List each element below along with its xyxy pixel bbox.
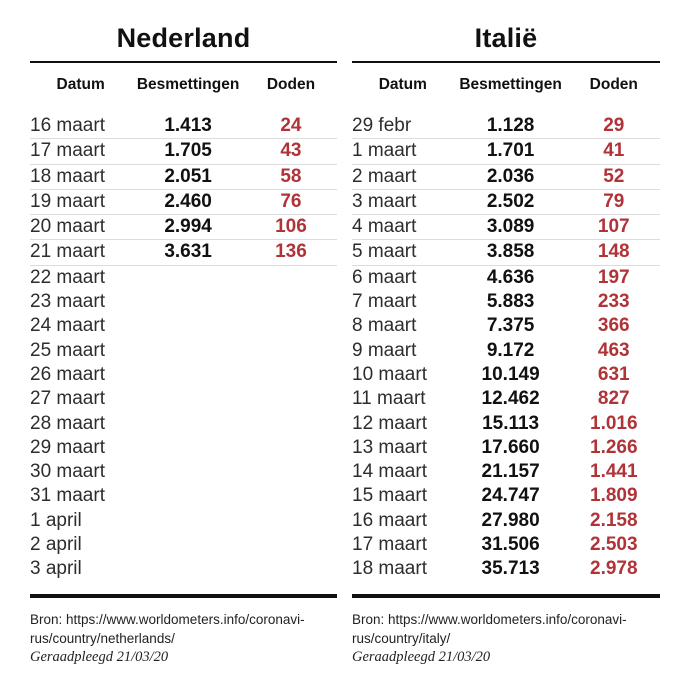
cell-datum: 29 febr <box>352 115 412 136</box>
table-row <box>30 215 337 240</box>
table-row <box>30 240 337 265</box>
cell-doden: 1.809 <box>590 485 638 507</box>
table-row <box>30 190 337 215</box>
table-row <box>30 533 337 557</box>
table-row <box>352 436 660 460</box>
cell-datum: 22 maart <box>30 266 105 288</box>
cell-datum: 11 maart <box>352 388 426 410</box>
cell-besmettingen: 2.502 <box>486 190 535 212</box>
cell-datum: 24 maart <box>30 315 105 337</box>
cell-datum: 16 maart <box>352 509 427 531</box>
cell-datum: 15 maart <box>352 485 427 507</box>
cell-doden: 52 <box>603 165 625 187</box>
table-row <box>30 436 337 460</box>
cell-datum: 8 maart <box>352 315 417 337</box>
table-row <box>30 557 337 581</box>
italie-table-title: Italië <box>352 22 660 63</box>
cell-datum: 9 maart <box>352 339 417 361</box>
nederland-table-body <box>30 114 337 582</box>
table-row <box>352 215 660 240</box>
table-row <box>352 314 660 338</box>
cell-datum: 29 maart <box>30 436 105 458</box>
cell-datum: 1 april <box>30 509 82 531</box>
nederland-header-row <box>30 63 337 114</box>
italie-source-url-line1: Bron: https://www.worldometers.info/coronavi- <box>352 611 627 627</box>
cell-besmettingen: 7.375 <box>486 315 535 337</box>
cell-doden: 29 <box>603 115 625 136</box>
cell-besmettingen: 3.631 <box>164 241 212 263</box>
cell-doden: 24 <box>280 115 302 136</box>
cell-doden: 148 <box>597 241 630 263</box>
cell-doden: 79 <box>603 190 625 212</box>
cell-datum: 1 maart <box>352 140 417 162</box>
cell-datum: 18 maart <box>352 558 427 580</box>
cell-doden: 827 <box>597 388 630 410</box>
cell-datum: 25 maart <box>30 339 105 361</box>
italie-source-url-line2: rus/country/italy/ <box>352 630 451 646</box>
cell-besmettingen: 24.747 <box>481 485 540 507</box>
cell-datum: 20 maart <box>30 216 105 238</box>
italie-column-header-doden: Doden <box>589 76 638 93</box>
table-row <box>30 387 337 411</box>
nederland-footer-rule <box>30 594 337 598</box>
table-row <box>30 509 337 533</box>
cell-datum: 10 maart <box>352 363 427 385</box>
cell-doden: 41 <box>603 140 625 162</box>
cell-datum: 17 maart <box>352 534 427 556</box>
table-row <box>352 387 660 411</box>
italie-column-header-datum: Datum <box>378 76 427 93</box>
cell-datum: 26 maart <box>30 363 105 385</box>
italie-header-row <box>352 63 660 114</box>
cell-datum: 30 maart <box>30 461 105 483</box>
table-row <box>30 139 337 164</box>
cell-besmettingen: 1.705 <box>164 140 212 162</box>
nederland-source-note <box>30 610 337 668</box>
cell-datum: 4 maart <box>352 216 417 238</box>
cell-besmettingen: 3.089 <box>486 216 535 238</box>
cell-besmettingen: 2.051 <box>164 165 212 187</box>
table-row <box>352 412 660 436</box>
cell-doden: 366 <box>597 315 630 337</box>
nederland-consulted-date: Geraadpleegd 21/03/20 <box>30 649 169 666</box>
cell-datum: 31 maart <box>30 485 105 507</box>
italie-source-note <box>352 610 660 668</box>
table-row <box>30 460 337 484</box>
nederland-table <box>30 16 337 694</box>
cell-doden: 107 <box>597 216 630 238</box>
cell-doden: 43 <box>280 140 302 162</box>
table-row <box>352 240 660 265</box>
cell-doden: 58 <box>280 165 302 187</box>
table-row <box>352 460 660 484</box>
cell-datum: 5 maart <box>352 241 417 263</box>
cell-besmettingen: 31.506 <box>481 534 540 556</box>
cell-doden: 106 <box>275 216 307 238</box>
cell-datum: 14 maart <box>352 461 427 483</box>
nederland-column-header-besmettingen: Besmettingen <box>136 76 240 93</box>
cell-doden: 2.503 <box>590 534 638 556</box>
cell-besmettingen: 5.883 <box>486 291 535 313</box>
table-row <box>352 114 660 139</box>
cell-besmettingen: 12.462 <box>481 388 540 410</box>
cell-datum: 21 maart <box>30 241 105 263</box>
cell-besmettingen: 2.460 <box>164 190 212 212</box>
cell-doden: 197 <box>597 266 630 288</box>
cell-datum: 6 maart <box>352 266 417 288</box>
cell-besmettingen: 1.413 <box>164 115 212 136</box>
cell-doden: 1.016 <box>590 412 638 434</box>
table-row <box>30 339 337 363</box>
italie-table-body <box>352 114 660 582</box>
table-row <box>30 484 337 508</box>
cell-datum: 28 maart <box>30 412 105 434</box>
nederland-column-header-doden: Doden <box>266 76 316 93</box>
cell-doden: 2.978 <box>590 558 638 580</box>
italie-column-header-besmettingen: Besmettingen <box>459 76 562 93</box>
cell-besmettingen: 21.157 <box>481 461 540 483</box>
cell-datum: 13 maart <box>352 436 427 458</box>
cell-datum: 12 maart <box>352 412 427 434</box>
table-row <box>352 509 660 533</box>
table-row <box>30 290 337 314</box>
table-row <box>30 165 337 190</box>
table-row <box>30 114 337 139</box>
cell-datum: 2 april <box>30 534 82 556</box>
cell-besmettingen: 2.994 <box>164 216 212 238</box>
nederland-source-url-line1: Bron: https://www.worldometers.info/coronavi- <box>30 611 305 627</box>
cell-besmettingen: 17.660 <box>481 436 540 458</box>
cell-datum: 3 april <box>30 558 82 580</box>
nederland-table-title: Nederland <box>30 22 337 63</box>
cell-datum: 27 maart <box>30 388 105 410</box>
cell-besmettingen: 27.980 <box>481 509 540 531</box>
cell-datum: 19 maart <box>30 190 105 212</box>
cell-besmettingen: 1.128 <box>486 115 535 136</box>
cell-besmettingen: 3.858 <box>486 241 535 263</box>
italie-consulted-date: Geraadpleegd 21/03/20 <box>352 649 491 666</box>
italie-footer-rule <box>352 594 660 598</box>
table-row <box>30 412 337 436</box>
cell-doden: 463 <box>597 339 630 361</box>
cell-datum: 17 maart <box>30 140 105 162</box>
cell-doden: 1.266 <box>590 436 638 458</box>
table-row <box>352 190 660 215</box>
cell-doden: 1.441 <box>590 461 638 483</box>
cell-doden: 136 <box>275 241 307 263</box>
table-row <box>352 484 660 508</box>
cell-besmettingen: 10.149 <box>481 363 540 385</box>
table-row <box>352 165 660 190</box>
table-row <box>30 363 337 387</box>
cell-besmettingen: 2.036 <box>486 165 535 187</box>
cell-doden: 233 <box>597 291 630 313</box>
table-row <box>352 266 660 290</box>
cell-besmettingen: 35.713 <box>481 558 540 580</box>
cell-datum: 7 maart <box>352 291 417 313</box>
nederland-source-url-line2: rus/country/netherlands/ <box>30 630 175 646</box>
cell-besmettingen: 9.172 <box>486 339 535 361</box>
cell-datum: 18 maart <box>30 165 105 187</box>
table-row <box>352 363 660 387</box>
table-row <box>352 533 660 557</box>
cell-datum: 3 maart <box>352 190 417 212</box>
table-row <box>352 557 660 581</box>
cell-besmettingen: 1.701 <box>486 140 535 162</box>
table-row <box>352 339 660 363</box>
cell-besmettingen: 15.113 <box>482 412 540 434</box>
cell-doden: 2.158 <box>590 509 638 531</box>
italie-table <box>352 16 660 694</box>
table-row <box>352 139 660 164</box>
cell-datum: 2 maart <box>352 165 417 187</box>
cell-besmettingen: 4.636 <box>486 266 535 288</box>
table-row <box>30 266 337 290</box>
cell-datum: 16 maart <box>30 115 105 136</box>
nederland-column-header-datum: Datum <box>56 76 105 93</box>
cell-datum: 23 maart <box>30 291 105 313</box>
cell-doden: 631 <box>597 363 630 385</box>
cell-doden: 76 <box>280 190 302 212</box>
table-row <box>30 314 337 338</box>
table-row <box>352 290 660 314</box>
